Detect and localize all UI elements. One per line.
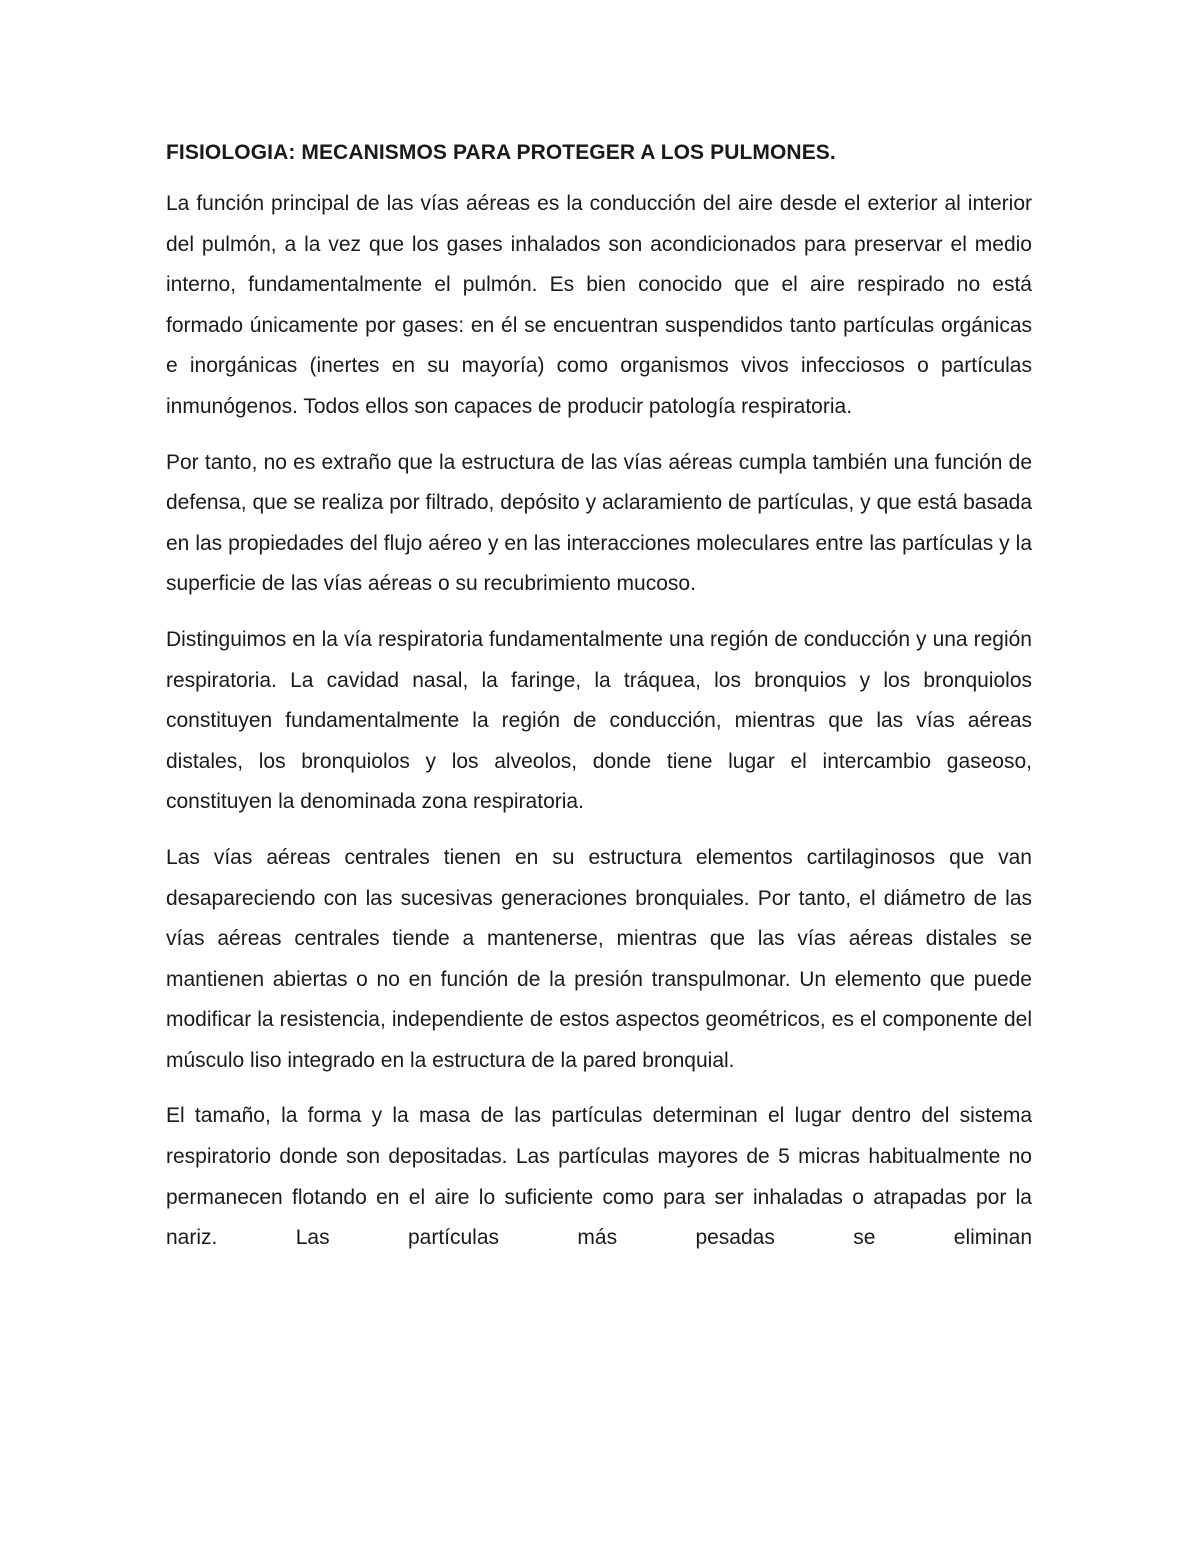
paragraph-4: Las vías aéreas centrales tienen en su estructura elementos cartilaginosos que van desapareciendo con las sucesivas generaciones bronquiales. Por tanto, el diámetro de las vías aéreas centrales tiende a mantenerse, mientras que las vías aéreas distales se mantienen abiertas o no en función de la presión transpulmonar. Un elemento que puede modificar la resistencia, independiente de estos aspectos geométricos, es el componente del músculo liso integrado en la estructura de la pared bronquial. — [166, 845, 1032, 1072]
document-body — [166, 138, 1032, 1274]
paragraph-3: Distinguimos en la vía respiratoria fundamentalmente una región de conducción y una región respiratoria. La cavidad nasal, la faringe, la tráquea, los bronquios y los bronquiolos constituyen fundamentalmente la región de conducción, mientras que las vías aéreas distales, los bronquiolos y los alveolos, donde tiene lugar el intercambio gaseoso, constituyen la denominada zona respiratoria. — [166, 627, 1032, 814]
paragraph-5: El tamaño, la forma y la masa de las partículas determinan el lugar dentro del sistema respiratorio donde son depositadas. Las partículas mayores de 5 micras habitualmente no permanecen flotando en el aire lo suficiente como para ser inhaladas o atrapadas por la nariz. Las partículas más pesadas se eliminan — [166, 1104, 1032, 1250]
paragraph-1: La función principal de las vías aéreas es la conducción del aire desde el exterior al interior del pulmón, a la vez que los gases inhalados son acondicionados para preservar el medio interno, fundamentalmente el pulmón. Es bien conocido que el aire respirado no está formado únicamente por gases: en él se encuentran suspendidos tanto partículas orgánicas e inorgánicas (inertes en su mayoría) como organismos vivos infecciosos o partículas inmunógenos. Todos ellos son capaces de producir patología respiratoria. — [166, 192, 1032, 418]
paragraph-2: Por tanto, no es extraño que la estructura de las vías aéreas cumpla también una función de defensa, que se realiza por filtrado, depósito y aclaramiento de partículas, y que está basada en las propiedades del flujo aéreo y en las interacciones moleculares entre las partículas y la superficie de las vías aéreas o su recubrimiento mucoso. — [166, 450, 1032, 596]
document-title: FISIOLOGIA: MECANISMOS PARA PROTEGER A LOS PULMONES. — [166, 141, 836, 164]
